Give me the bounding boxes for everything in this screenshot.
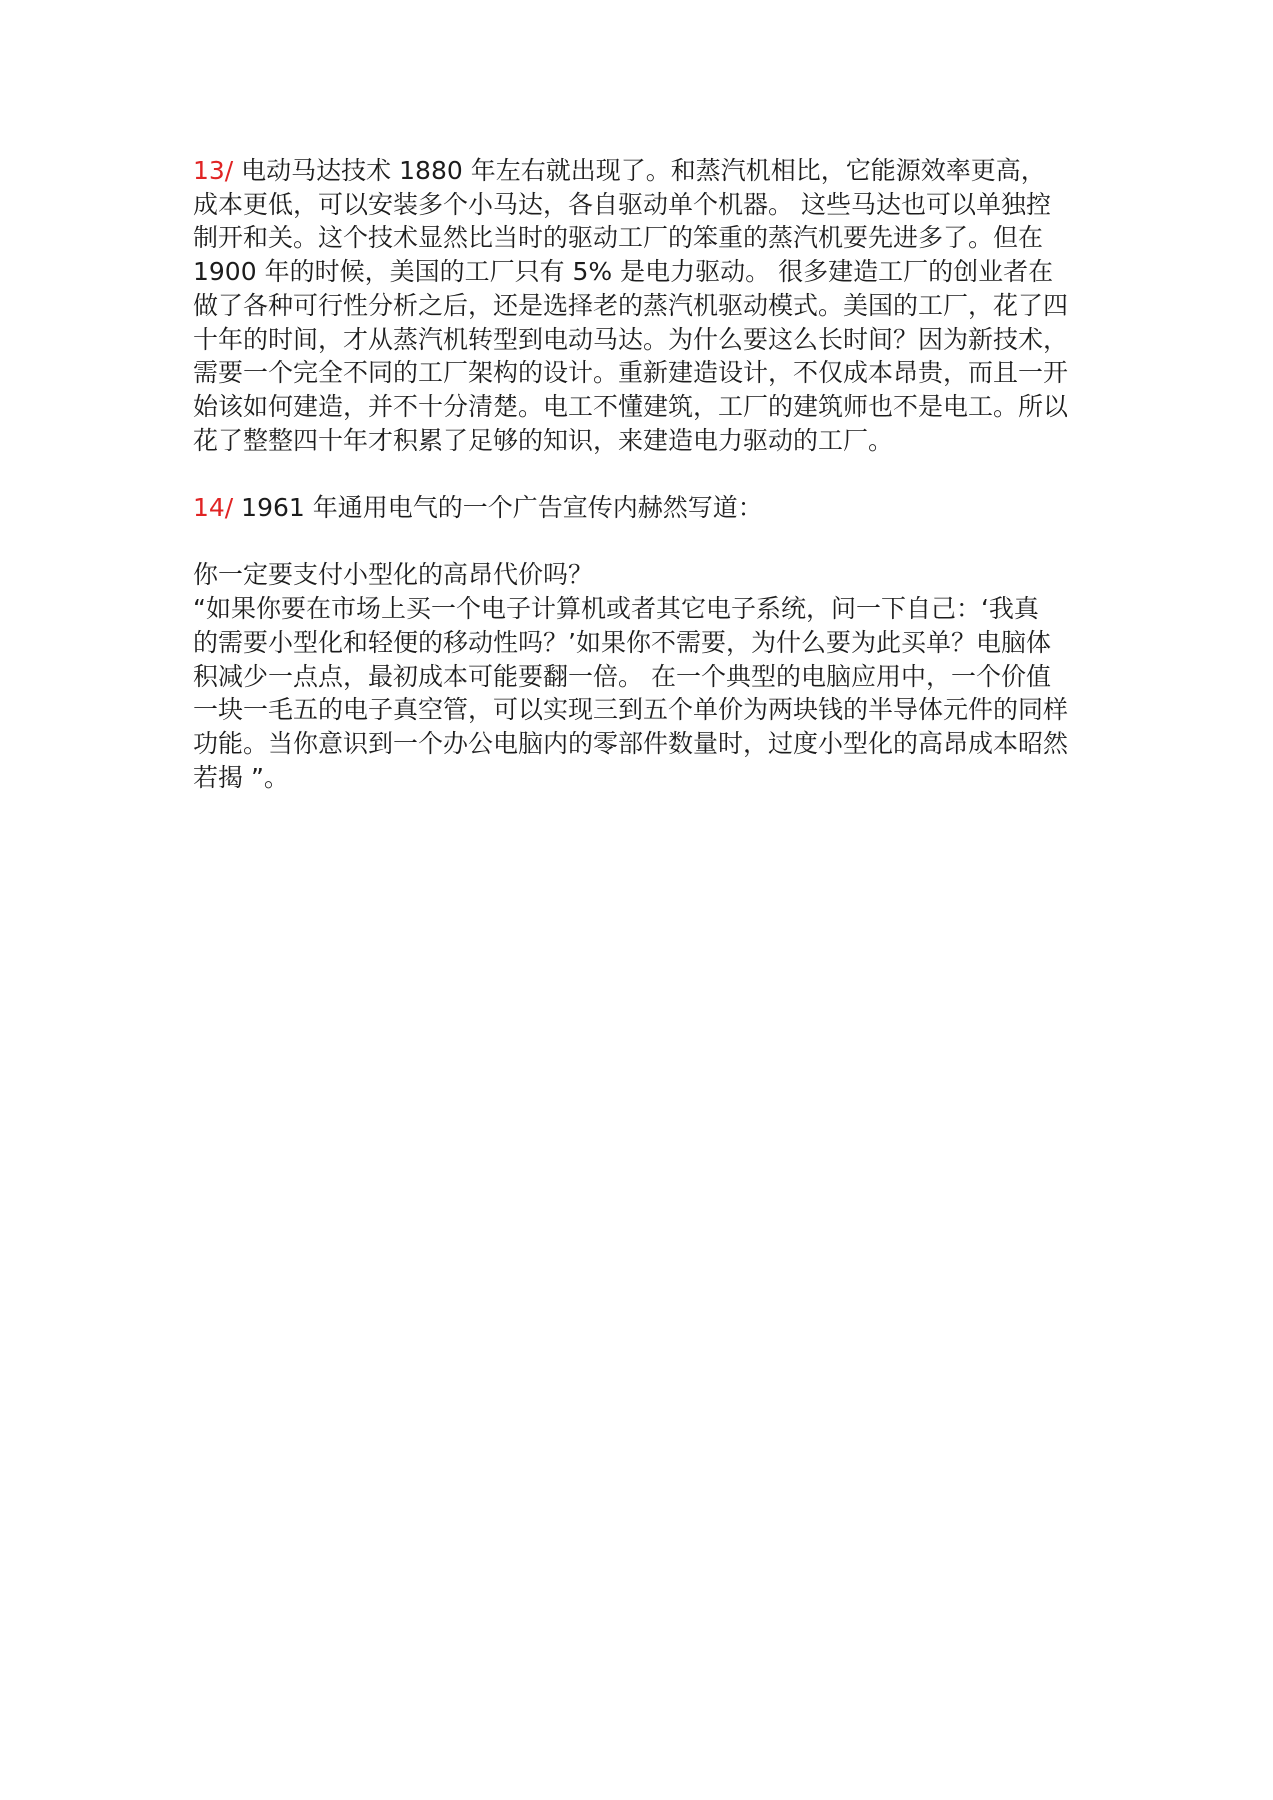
paragraph-14-text: 1961 年通用电气的一个广告宣传内赫然写道： — [233, 493, 763, 523]
document-body — [193, 154, 1093, 794]
ad-quote-title: 你一定要支付小型化的高昂代价吗？ — [193, 560, 594, 590]
section-number-13: 13/ — [193, 156, 234, 185]
paragraph-spacer — [193, 525, 1093, 559]
paragraph-13-text: 电动马达技术 1880 年左右就出现了。和蒸汽机相比，它能源效率更高， 成本更低，可以安装多个小马达，各自驱动单个机器。 这些马达也可以单独控 制开和关。这个技术显然比当时的驱动工厂的笨重的蒸汽机要先进多了。但在 1900 年的时候，美国的工厂只有 5% 是电力驱动。 很多建造工厂的创业者在 做了各种可行性分析之后，还是选择老的蒸汽机驱动模式。美国的工厂，花了四 十年的时间，才从蒸汽机转型到电动马达。为什么要这么长时间？因为新技术， 需要一个完全不同的工厂架构的设计。重新建造设计，不仅成本昂贵，而且一开 始该如何建造，并不十分清楚。电工不懂建筑，工厂的建筑师也不是电工。所以 花了整整四十年才积累了足够的知识，来建造电力驱动的工厂。 — [193, 156, 1069, 455]
paragraph-14 — [193, 491, 1093, 525]
paragraph-13 — [193, 154, 1093, 457]
ad-quote-body: “如果你要在市场上买一个电子计算机或者其它电子系统，问一下自己：‘我真 的需要小型化和轻便的移动性吗？’如果你不需要，为什么要为此买单？电脑体 积减少一点点，最初成本可能要翻一倍。 在一个典型的电脑应用中，一个价值 一块一毛五的电子真空管，可以实现三到五个单价为两块钱的半导体元件的同样 功能。当你意识到一个办公电脑内的零部件数量时，过度小型化的高昂成本昭然 若揭 ”。 — [193, 594, 1069, 792]
section-number-14: 14/ — [193, 493, 234, 523]
paragraph-spacer — [193, 457, 1093, 491]
